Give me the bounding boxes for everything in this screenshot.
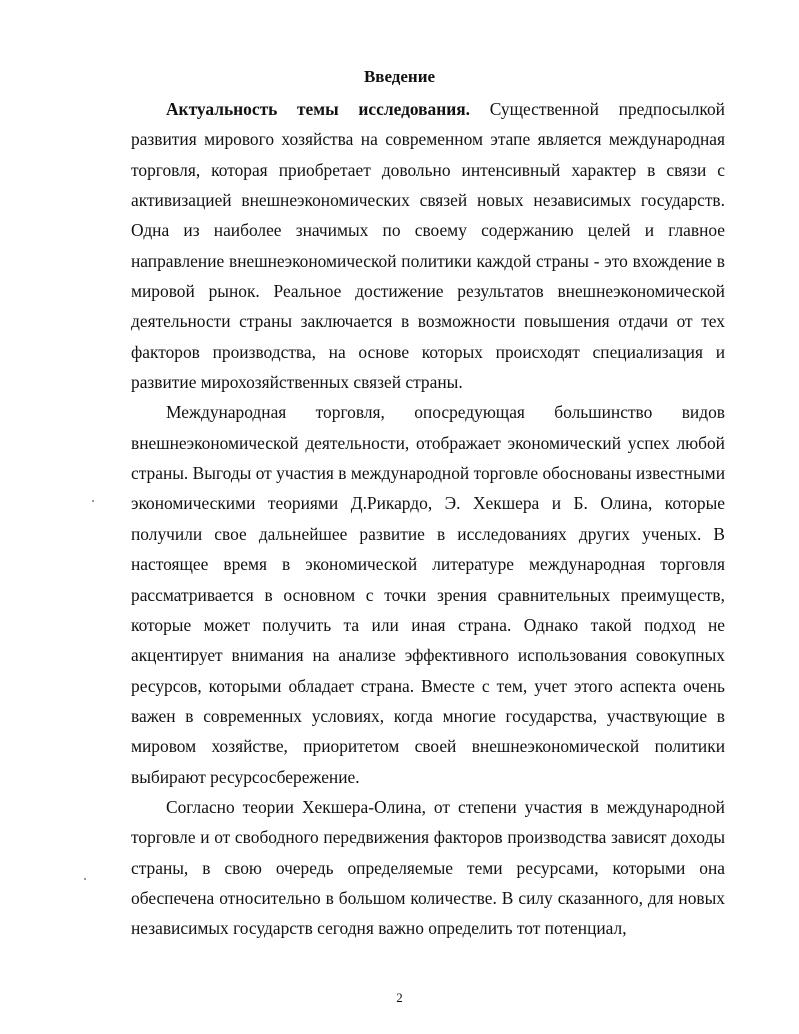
paragraph-1-lead: Актуальность темы исследования. xyxy=(166,99,471,119)
scan-speck xyxy=(92,500,94,502)
paragraph-1-text: Существенной предпосылкой развития мирового хозяйства на современном этапе является международная торговля, которая приобретает довольно интенсивный характер в связи с активизацией внешнеэкономических связей новых независимых государств. Одна из наиболее значимых по своему содержанию целей и главное направление внешнеэкономической политики каждой страны - это вхождение в мировой рынок. Реальное достижение результатов внешнеэкономической деятельности страны заключается в возможности повышения отдачи от тех факторов производства, на основе которых происходят специализация и развитие мирохозяйственных связей страны. xyxy=(131,99,725,393)
page-number: 2 xyxy=(396,990,403,1005)
scan-speck xyxy=(84,878,86,880)
page-title: Введение xyxy=(363,67,436,86)
paragraph-2: Международная торговля, опосредующая большинство видов внешнеэкономической деятельности, отображает экономический успех любой страны. Выгоды от участия в международной торговле обоснованы известными экономическими теориями Д.Рикардо, Э. Хекшера и Б. Олина, которые получили свое дальнейшее развитие в исследованиях других ученых. В настоящее время в экономической литературе международная торговля рассматривается в основном с точки зрения сравнительных преимуществ, которые может получить та или иная страна. Однако такой подход не акцентирует внимания на анализе эффективного использования совокупных ресурсов, которыми обладает страна. Вместе с тем, учет этого аспекта очень важен в современных условиях, когда многие государства, участвующие в мировом хозяйстве, приоритетом своей внешнеэкономической политики выбирают ресурсосбережение. xyxy=(131,402,725,787)
paragraph-3: Согласно теории Хекшера-Олина, от степени участия в международной торговле и от свободного передвижения факторов производства зависят доходы страны, в свою очередь определяемые теми ресурсами, которыми она обеспечена относительно в большом количестве. В силу сказанного, для новых независимых государств сегодня важно определить тот потенциал, xyxy=(131,796,725,939)
document-body xyxy=(131,94,725,944)
paragraph-1 xyxy=(131,94,725,397)
